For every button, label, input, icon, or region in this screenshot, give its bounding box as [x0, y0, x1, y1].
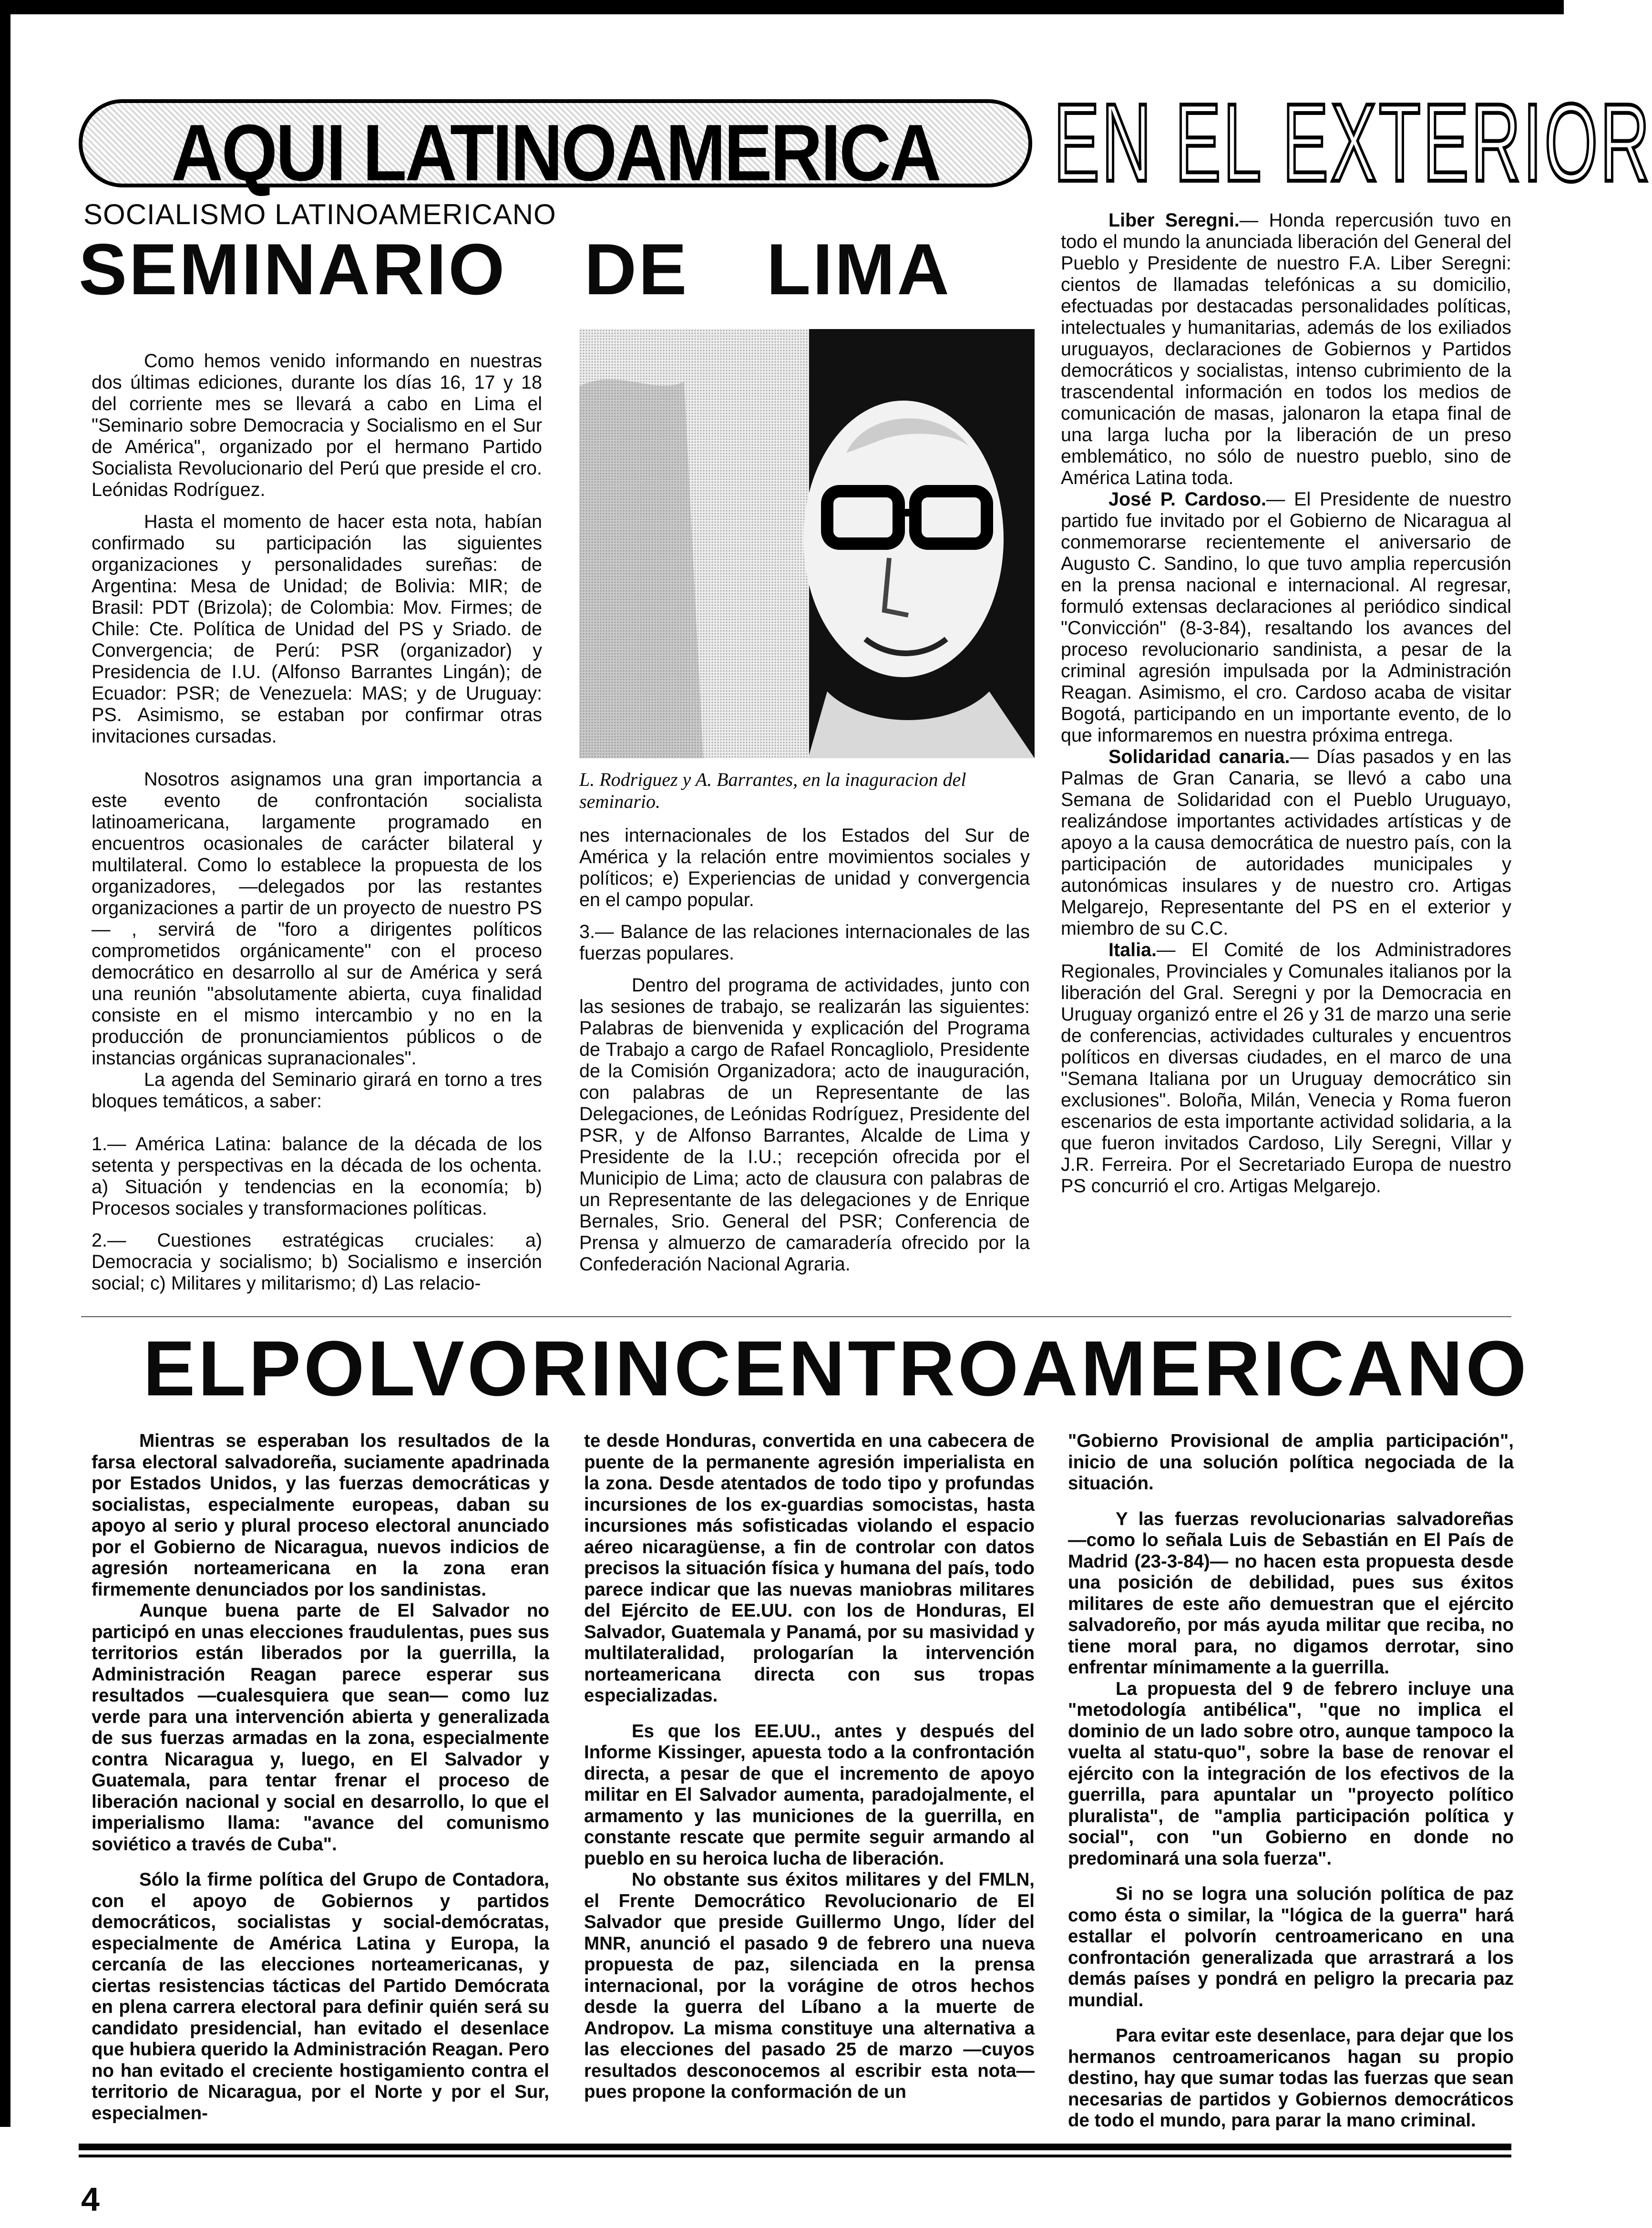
article1-column-1: [92, 351, 542, 1294]
headline-word: CENTROAMERICANO: [674, 1325, 1529, 1412]
paragraph: Y las fuerzas revolucionarias salvadoreñas —como lo señala Luis de Sebastián en El País de Madrid (23-3-84)— no hacen esta propuesta desde una posición de debilidad, pues sus éxitos militares de este año demuestran que el ejército salvadoreño, por más ayuda militar que reciba, no tiene moral para, no digamos derrotar, sino enfrentar mínimamente a la guerrilla.: [1068, 1508, 1514, 1678]
exterior-column: [1061, 210, 1511, 1197]
paragraph: "Gobierno Provisional de amplia participación", inicio de una solución política negociada de la situación.: [1068, 1431, 1514, 1494]
news-brief: [1061, 746, 1511, 939]
article2-column-3: [1068, 1431, 1514, 2132]
paragraph: Dentro del programa de actividades, junto con las sesiones de trabajo, se realizarán las siguientes: Palabras de bienvenida y explicación del Programa de Trabajo a cargo de Rafael Roncagliolo, Presidente de la Comisión Organizadora; acto de inauguración, con palabras de un Representante de las Delegaciones, de Leónidas Rodríguez, Presidente del PSR, y de Alfonso Barrantes, Alcalde de Lima y Presidente de la I.U.; recepción ofrecida por el Municipio de Lima; acto de clausura con palabras de un Representante de las delegaciones y de Enrique Bernales, Srio. General del PSR; Conferencia de Prensa y almuerzo de camaradería ofrecido por la Confederación Nacional Agraria.: [579, 975, 1030, 1275]
photo-portrait: [579, 329, 1035, 758]
paragraph: Como hemos venido informando en nuestras dos últimas ediciones, durante los días 16, 17 y 18 del corriente mes se llevará a cabo en Lima el "Seminario sobre Democracia y Socialismo en el Sur de América", organizado por el hermano Partido Socialista Revolucionario del Perú que preside el cro. Leónidas Rodríguez.: [92, 351, 542, 500]
brief-lead: José P. Cardoso.: [1108, 489, 1266, 510]
article1-kicker: SOCIALISMO LATINOAMERICANO: [83, 198, 556, 230]
article2-column-1: [92, 1431, 549, 2124]
paragraph: nes internacionales de los Estados del Sur de América y la relación entre movimientos sociales y políticos; e) Experiencias de unidad y convergencia en el campo popular.: [579, 825, 1030, 910]
paragraph: Aunque buena parte de El Salvador no participó en unas elecciones fraudulentas, pues sus territorios están liberados por la guerrilla, la Administración Reagan parece esperar sus resultados —cualesquiera que sean— como luz verde para una intervención abierta y generalizada de sus fuerzas armadas en la zona, especialmente contra Nicaragua y, luego, en El Salvador y Guatemala, para tentar frenar el proceso de liberación nacional y social en desarrollo, lo que el imperialismo llama: "avance del comunismo soviético a través de Cuba".: [92, 1600, 549, 1855]
paragraph: 2.— Cuestiones estratégicas cruciales: a) Democracia y socialismo; b) Socialismo e inserción social; c) Militares y militarismo; d) Las relacio-: [92, 1230, 542, 1294]
photo-caption: L. Rodriguez y A. Barrantes, en la inaguracion del seminario.: [579, 769, 966, 812]
brief-text: — Días pasados y en las Palmas de Gran Canaria, se llevó a cabo una Semana de Solidaridad con el Pueblo Uruguayo, realizándose importantes actividades artísticas y de apoyo a la causa democrática de nuestro país, con la participación de autoridades municipales y autonómicas insulares y de nuestro cro. Artigas Melgarejo, Representante del PS en el exterior y miembro de su C.C.: [1061, 746, 1511, 939]
paragraph: 1.— América Latina: balance de la década de los setenta y perspectivas en la década de los ochenta. a) Situación y tendencias en la economía; b) Procesos sociales y transformaciones políticas.: [92, 1134, 542, 1219]
article2-headline: [143, 1325, 1529, 1412]
article2-column-2: [584, 1431, 1035, 2103]
masthead-banner: [79, 99, 1032, 197]
section-label: EN EL EXTERIOR: [1054, 81, 1652, 205]
paragraph: 3.— Balance de las relaciones internacionales de las fuerzas populares.: [579, 921, 1030, 964]
paragraph: Sólo la firme política del Grupo de Contadora, con el apoyo de Gobiernos y partidos democráticos, socialistas y social-demócratas, especialmente de América Latina y Europa, la cercanía de las elecciones norteamericanas, y ciertas resistencias tácticas del Partido Demócrata en plena carrera electoral para definir quién será su candidato presidencial, han evitado el desenlace que hubiera querido la Administración Reagan. Pero no han evitado el creciente hostigamiento contra el territorio de Nicaragua, por el Norte y por el Sur, especialmen-: [92, 1869, 549, 2124]
news-brief: [1061, 939, 1511, 1197]
brief-text: — Honda repercusión tuvo en todo el mundo la anunciada liberación del General del Pueblo y Presidente de nuestro F.A. Liber Seregni: cientos de llamadas telefónicas a su domicilio, efectuadas por destacadas personalidades políticas, intelectuales y humanitarias, además de los exiliados uruguayos, declaraciones de Gobiernos y Partidos democráticos y socialistas, intenso cubrimiento de la trascendental información en todos los medios de comunicación de masas, jalonaron la etapa final de una larga lucha por la liberación de un preso emblemático, no sólo de nuestro pueblo, sino de América Latina toda.: [1061, 210, 1511, 488]
article1-headline: [79, 229, 951, 310]
headline-word: POLVORIN: [248, 1325, 674, 1412]
brief-text: — El Presidente de nuestro partido fue invitado por el Gobierno de Nicaragua al conmemorarse recientemente el aniversario de Augusto C. Sandino, lo que tuvo amplia repercusión en la prensa nacional e internacional. Al regresar, formuló extensas declaraciones al periódico sindical "Convicción" (8-3-84), resaltando los avances del proceso revolucionario sandinista, a pesar de la criminal agresión impulsada por la Administración Reagan. Asimismo, el cro. Cardoso acaba de visitar Bogotá, participando en un importante evento, de lo que informaremos en nuestra próxima entrega.: [1061, 489, 1511, 746]
article1-column-2: [579, 825, 1030, 1275]
paragraph: No obstante sus éxitos militares y del FMLN, el Frente Democrático Revolucionario de El Salvador que preside Guillermo Ungo, líder del MNR, anunció el pasado 9 de febrero una nueva propuesta de paz, silenciada en la prensa internacional, por la vorágine de otros hechos desde la guerra del Líbano a la muerte de Andropov. La misma constituye una alternativa a las elecciones del pasado 25 de marzo —cuyos resultados desconocemos al escribir esta nota— pues propone la conformación de un: [584, 1869, 1035, 2102]
brief-lead: Italia.: [1108, 939, 1157, 960]
paragraph: Si no se logra una solución política de paz como ésta o similar, la "lógica de la guerra" hará estallar el polvorín centroamericano en una confrontación generalizada que arrastrará a los demás países y pondrá en peligro la precaria paz mundial.: [1068, 1884, 1514, 2011]
top-border: [0, 0, 1564, 14]
paragraph: Mientras se esperaban los resultados de la farsa electoral salvadoreña, suciamente apadrinada por Estados Unidos, y las fuerzas democráticas y socialistas, especialmente europeas, daban su apoyo al serio y plural proceso electoral anunciado por el Gobierno de Nicaragua, nuevos indicios de agresión norteamericana en la zona eran firmemente denunciados por los sandinistas.: [92, 1431, 549, 1600]
brief-lead: Solidaridad canaria.: [1108, 746, 1290, 767]
paragraph: te desde Honduras, convertida en una cabecera de puente de la permanente agresión imperialista en la zona. Desde atentados de todo tipo y profundas incursiones de los ex-guardias somocistas, hasta incursiones más sofisticadas violando el espacio aéreo nicaragüense, a fin de controlar con datos precisos la situación física y humana del país, todo parece indicar que las nuevas maniobras militares del Ejército de EE.UU. con los de Honduras, El Salvador, Guatemala y Panamá, por su masividad y multilateralidad, prologarían la intervención norteamericana directa con sus tropas especializadas.: [584, 1431, 1035, 1706]
page-number: 4: [81, 2181, 100, 2218]
left-border: [0, 0, 10, 2127]
paragraph: Para evitar este desenlace, para dejar que los hermanos centroamericanos hagan su propio destino, hay que sumar todas las fuerzas que sean necesarias de partidos y Gobiernos democráticos de todo el mundo, para parar la mano criminal.: [1068, 2025, 1514, 2131]
headline-word: SEMINARIO: [79, 229, 507, 310]
section-divider: [81, 1316, 1511, 1317]
news-brief: [1061, 489, 1511, 746]
brief-text: — El Comité de los Administradores Regionales, Provinciales y Comunales italianos por la liberación del Gral. Seregni y por la Democracia en Uruguay organizó entre el 26 y 31 de marzo una serie de conferencias, actividades culturales y encuentros políticos en diversas ciudades, en el marco de una "Semana Italiana por un Uruguay democrático sin exclusiones". Boloña, Milán, Venecia y Roma fueron escenarios de esta importante actividad solidaria, a la que fueron invitados Cardoso, Lily Seregni, Villar y J.R. Ferreira. Por el Secretariado Europa de nuestro PS concurrió el cro. Artigas Melgarejo.: [1061, 939, 1511, 1197]
headline-word: DE: [584, 229, 689, 310]
headline-word: LIMA: [766, 229, 951, 310]
footer-rule: [79, 2144, 1511, 2150]
footer-rule: [79, 2155, 1511, 2157]
brief-lead: Liber Seregni.: [1108, 210, 1240, 231]
paragraph: La propuesta del 9 de febrero incluye una "metodología antibélica", "que no implica el dominio de un lado sobre otro, aunque tampoco la vuelta al statu-quo", sobre la base de renovar el ejército con la integración de los efectivos de la guerrilla, para apuntalar un "proyecto político pluralista", de "amplia participación política y social", con "un Gobierno en donde no predominará una sola fuerza".: [1068, 1678, 1514, 1869]
paragraph: Hasta el momento de hacer esta nota, habían confirmado su participación las siguientes organizaciones y personalidades sureñas: de Argentina: Mesa de Unidad; de Bolivia: MIR; de Brasil: PDT (Brizola); de Colombia: Mov. Firmes; de Chile: Cte. Política de Unidad del PS y Sriado. de Convergencia; de Perú: PSR (organizador) y Presidencia de I.U. (Alfonso Barrantes Lingán); de Ecuador: PSR; de Venezuela: MAS; y de Uruguay: PS. Asimismo, se estaban por confirmar otras invitaciones cursadas.: [92, 511, 542, 747]
portrait-image: [579, 329, 1035, 758]
news-brief: [1061, 210, 1511, 489]
paragraph: Es que los EE.UU., antes y después del Informe Kissinger, apuesta todo a la confrontación directa, a pesar de que el incremento de apoyo militar en El Salvador aumenta, paradojalmente, el armamento y las municiones de la guerrilla, en constante rescate que permite seguir armando al pueblo en su heroica lucha de liberación.: [584, 1721, 1035, 1869]
paragraph: Nosotros asignamos una gran importancia a este evento de confrontación socialista latinoamericana, largamente programado en encuentros ocasionales de carácter bilateral y multilateral. Como lo establece la propuesta de los organizadores, —delegados por las restantes organizaciones a partir de un proyecto de nuestro PS— , servirá de "foro a dirigentes políticos comprometidos orgánicamente" con el proceso democrático en desarrollo al sur de América y será una reunión "absolutamente abierta, cuya finalidad consiste en el mismo intercambio y no en la producción de pronunciamientos públicos o de instancias orgánicas supranacionales".: [92, 769, 542, 1069]
headline-word: EL: [143, 1325, 249, 1412]
paragraph: La agenda del Seminario girará en torno a tres bloques temáticos, a saber:: [92, 1069, 542, 1112]
masthead-title: AQUI LATINOAMERICA: [171, 108, 940, 197]
